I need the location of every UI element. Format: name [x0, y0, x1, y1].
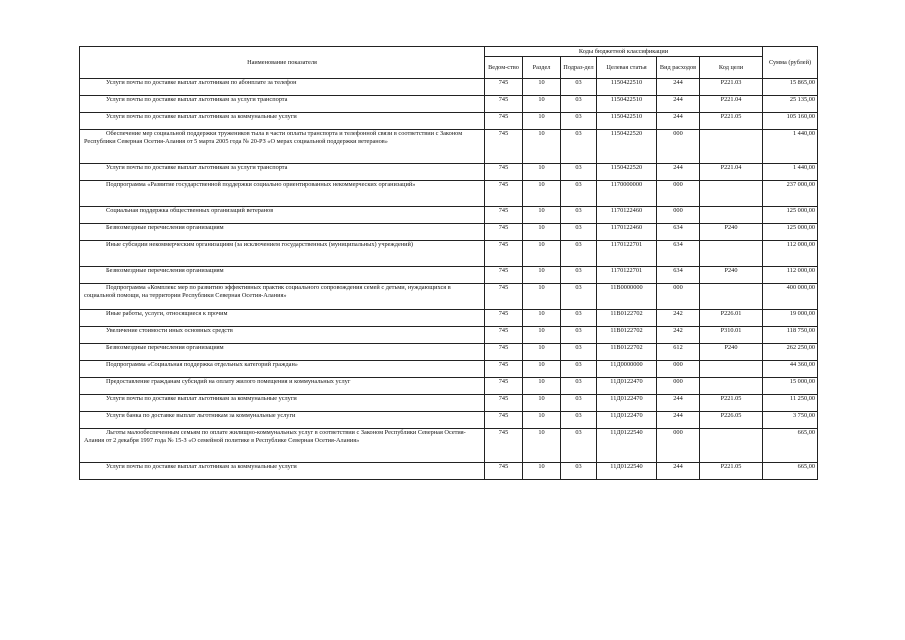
- row-purpose-code-cell: Р226.01: [700, 310, 763, 327]
- row-subsection-cell: 03: [561, 130, 597, 164]
- row-subsection-cell: 03: [561, 463, 597, 480]
- row-target-cell: 11В0122702: [597, 310, 657, 327]
- row-section-cell: 10: [523, 463, 561, 480]
- column-header-ministry: Ведом-ство: [485, 57, 523, 79]
- row-sum-cell: 44 360,00: [763, 361, 818, 378]
- row-purpose-code-cell: Р240: [700, 224, 763, 241]
- row-section-cell: 10: [523, 412, 561, 429]
- row-target-cell: 1170000000: [597, 181, 657, 207]
- column-header-name: Наименование показателя: [80, 47, 485, 79]
- row-expense-type-cell: 634: [657, 224, 700, 241]
- row-subsection-cell: 03: [561, 207, 597, 224]
- row-name-cell: Льготы малообеспеченным семьям по оплате жилищно-коммунальных услуг в соответствии с Законом Республики Северная Осетия-Алания от 2 декабря 1997 года № 15-З «О семейной политике в Республике Северная Осетия-Алания»: [80, 429, 485, 463]
- row-section-cell: 10: [523, 361, 561, 378]
- row-ministry-cell: 745: [485, 395, 523, 412]
- row-expense-type-cell: 000: [657, 361, 700, 378]
- row-expense-type-cell: 634: [657, 241, 700, 267]
- row-sum-cell: 11 250,00: [763, 395, 818, 412]
- row-section-cell: 10: [523, 241, 561, 267]
- row-expense-type-cell: 000: [657, 378, 700, 395]
- row-name-cell: Услуги почты по доставке выплат льготникам за коммунальные услуги: [80, 113, 485, 130]
- row-section-cell: 10: [523, 207, 561, 224]
- row-name-cell: Подпрограмма «Социальная поддержка отдельных категорий граждан»: [80, 361, 485, 378]
- row-section-cell: 10: [523, 130, 561, 164]
- row-purpose-code-cell: [700, 130, 763, 164]
- row-sum-cell: 3 750,00: [763, 412, 818, 429]
- row-section-cell: 10: [523, 113, 561, 130]
- row-name-cell: Подпрограмма «Комплекс мер по развитию эффективных практик социального сопровождения семей с детьми, нуждающихся в социальной помощи, на территории Республики Северная Осетия-Алания»: [80, 284, 485, 310]
- row-ministry-cell: 745: [485, 463, 523, 480]
- row-ministry-cell: 745: [485, 224, 523, 241]
- row-expense-type-cell: 242: [657, 310, 700, 327]
- row-expense-type-cell: 242: [657, 327, 700, 344]
- row-expense-type-cell: 612: [657, 344, 700, 361]
- row-subsection-cell: 03: [561, 181, 597, 207]
- table-row: [80, 267, 818, 284]
- row-sum-cell: 665,00: [763, 429, 818, 463]
- row-purpose-code-cell: [700, 241, 763, 267]
- row-section-cell: 10: [523, 96, 561, 113]
- row-name-cell: Услуги почты по доставке выплат льготникам по абонплате за телефон: [80, 79, 485, 96]
- row-name-cell: Увеличение стоимости иных основных средств: [80, 327, 485, 344]
- row-name-cell: Предоставление гражданам субсидий на оплату жилого помещения и коммунальных услуг: [80, 378, 485, 395]
- row-target-cell: 1150422510: [597, 79, 657, 96]
- row-purpose-code-cell: [700, 361, 763, 378]
- row-ministry-cell: 745: [485, 378, 523, 395]
- row-target-cell: 1150422510: [597, 113, 657, 130]
- row-sum-cell: 125 000,00: [763, 207, 818, 224]
- row-ministry-cell: 745: [485, 113, 523, 130]
- row-section-cell: 10: [523, 164, 561, 181]
- row-purpose-code-cell: Р221.05: [700, 463, 763, 480]
- row-sum-cell: 25 135,00: [763, 96, 818, 113]
- row-target-cell: 1170122460: [597, 207, 657, 224]
- row-name-cell: Безвозмездные перечисления организациям: [80, 224, 485, 241]
- row-subsection-cell: 03: [561, 284, 597, 310]
- row-sum-cell: 125 000,00: [763, 224, 818, 241]
- row-purpose-code-cell: Р221.05: [700, 395, 763, 412]
- row-ministry-cell: 745: [485, 130, 523, 164]
- row-ministry-cell: 745: [485, 310, 523, 327]
- row-ministry-cell: 745: [485, 361, 523, 378]
- row-target-cell: 1170122460: [597, 224, 657, 241]
- row-section-cell: 10: [523, 327, 561, 344]
- row-section-cell: 10: [523, 378, 561, 395]
- row-name-cell: Услуги банка по доставке выплат льготникам за коммунальные услуги: [80, 412, 485, 429]
- row-expense-type-cell: 000: [657, 181, 700, 207]
- table-row: [80, 113, 818, 130]
- row-target-cell: 11Д0000000: [597, 361, 657, 378]
- row-name-cell: Услуги почты по доставке выплат льготникам за коммунальные услуги: [80, 395, 485, 412]
- table-row: [80, 395, 818, 412]
- row-ministry-cell: 745: [485, 267, 523, 284]
- row-expense-type-cell: 244: [657, 113, 700, 130]
- table-row: [80, 241, 818, 267]
- row-name-cell: Услуги почты по доставке выплат льготникам за услуги транспорта: [80, 164, 485, 181]
- row-section-cell: 10: [523, 284, 561, 310]
- row-subsection-cell: 03: [561, 96, 597, 113]
- row-ministry-cell: 745: [485, 164, 523, 181]
- row-ministry-cell: 745: [485, 79, 523, 96]
- row-name-cell: Иные субсидии некоммерческим организациям (за исключением государственных (муниципальных) учреждений): [80, 241, 485, 267]
- row-name-cell: Услуги почты по доставке выплат льготникам за услуги транспорта: [80, 96, 485, 113]
- row-expense-type-cell: 244: [657, 96, 700, 113]
- row-section-cell: 10: [523, 344, 561, 361]
- table-row: [80, 361, 818, 378]
- row-name-cell: Безвозмездные перечисления организациям: [80, 267, 485, 284]
- row-target-cell: 11В0122702: [597, 327, 657, 344]
- table-row: [80, 207, 818, 224]
- row-expense-type-cell: 244: [657, 412, 700, 429]
- row-purpose-code-cell: [700, 378, 763, 395]
- row-target-cell: 1150422520: [597, 164, 657, 181]
- row-ministry-cell: 745: [485, 207, 523, 224]
- row-sum-cell: 105 160,00: [763, 113, 818, 130]
- row-purpose-code-cell: Р226.05: [700, 412, 763, 429]
- row-sum-cell: 15 000,00: [763, 378, 818, 395]
- row-sum-cell: 1 440,00: [763, 164, 818, 181]
- table-row: [80, 224, 818, 241]
- row-purpose-code-cell: [700, 284, 763, 310]
- row-sum-cell: 19 000,00: [763, 310, 818, 327]
- table-row: [80, 429, 818, 463]
- column-header-section: Раздел: [523, 57, 561, 79]
- row-sum-cell: 665,00: [763, 463, 818, 480]
- row-sum-cell: 400 000,00: [763, 284, 818, 310]
- row-expense-type-cell: 244: [657, 164, 700, 181]
- table-row: [80, 181, 818, 207]
- table-row: [80, 310, 818, 327]
- row-sum-cell: 262 250,00: [763, 344, 818, 361]
- column-header-subsection: Подраз-дел: [561, 57, 597, 79]
- row-purpose-code-cell: Р221.05: [700, 113, 763, 130]
- row-expense-type-cell: 634: [657, 267, 700, 284]
- table-row: [80, 284, 818, 310]
- row-target-cell: 1150422510: [597, 96, 657, 113]
- table-row: [80, 164, 818, 181]
- row-ministry-cell: 745: [485, 327, 523, 344]
- row-name-cell: Иные работы, услуги, относящиеся к прочим: [80, 310, 485, 327]
- row-target-cell: 11Д0122470: [597, 412, 657, 429]
- row-purpose-code-cell: Р310.01: [700, 327, 763, 344]
- row-sum-cell: 237 000,00: [763, 181, 818, 207]
- budget-table-body: [80, 79, 818, 480]
- row-sum-cell: 15 865,00: [763, 79, 818, 96]
- row-name-cell: Услуги почты по доставке выплат льготникам за коммунальные услуги: [80, 463, 485, 480]
- row-purpose-code-cell: Р221.03: [700, 79, 763, 96]
- row-sum-cell: 112 000,00: [763, 241, 818, 267]
- row-section-cell: 10: [523, 79, 561, 96]
- row-name-cell: Обеспечение мер социальной поддержки тружеников тыла в части оплаты транспорта и телефонной связи в соответствии с Законом Республики Северная Осетия-Алания от 5 марта 2005 года № 20-РЗ «О мерах социальной поддержки ветеранов»: [80, 130, 485, 164]
- row-name-cell: Социальная поддержка общественных организаций ветеранов: [80, 207, 485, 224]
- row-subsection-cell: 03: [561, 241, 597, 267]
- row-expense-type-cell: 000: [657, 207, 700, 224]
- row-purpose-code-cell: [700, 181, 763, 207]
- row-name-cell: Подпрограмма «Развитие государственной поддержки социально ориентированных некоммерческих организаций»: [80, 181, 485, 207]
- column-header-sum: Сумма (рублей): [763, 47, 818, 79]
- row-ministry-cell: 745: [485, 412, 523, 429]
- row-ministry-cell: 745: [485, 284, 523, 310]
- row-ministry-cell: 745: [485, 344, 523, 361]
- table-row: [80, 79, 818, 96]
- table-row: [80, 463, 818, 480]
- row-target-cell: 1170122701: [597, 241, 657, 267]
- row-subsection-cell: 03: [561, 378, 597, 395]
- row-sum-cell: 112 000,00: [763, 267, 818, 284]
- row-purpose-code-cell: Р240: [700, 267, 763, 284]
- row-section-cell: 10: [523, 267, 561, 284]
- row-subsection-cell: 03: [561, 361, 597, 378]
- row-subsection-cell: 03: [561, 412, 597, 429]
- row-ministry-cell: 745: [485, 241, 523, 267]
- table-row: [80, 327, 818, 344]
- table-row: [80, 412, 818, 429]
- codes-group-title: Коды бюджетной классификации: [578, 47, 669, 55]
- row-subsection-cell: 03: [561, 344, 597, 361]
- budget-table-sheet: [79, 46, 817, 480]
- row-purpose-code-cell: Р221.04: [700, 96, 763, 113]
- row-purpose-code-cell: Р240: [700, 344, 763, 361]
- row-target-cell: 11Д0122470: [597, 378, 657, 395]
- row-subsection-cell: 03: [561, 429, 597, 463]
- row-expense-type-cell: 000: [657, 284, 700, 310]
- row-subsection-cell: 03: [561, 113, 597, 130]
- budget-table: [79, 46, 818, 480]
- row-target-cell: 11В0122702: [597, 344, 657, 361]
- row-subsection-cell: 03: [561, 327, 597, 344]
- row-subsection-cell: 03: [561, 395, 597, 412]
- row-target-cell: 11Д0122470: [597, 395, 657, 412]
- row-purpose-code-cell: Р221.04: [700, 164, 763, 181]
- row-target-cell: 1170122701: [597, 267, 657, 284]
- row-sum-cell: 1 440,00: [763, 130, 818, 164]
- row-expense-type-cell: 000: [657, 429, 700, 463]
- row-section-cell: 10: [523, 395, 561, 412]
- table-row: [80, 344, 818, 361]
- row-expense-type-cell: 244: [657, 463, 700, 480]
- row-subsection-cell: 03: [561, 267, 597, 284]
- column-header-target: Целевая статья: [597, 57, 657, 79]
- row-target-cell: 11В0000000: [597, 284, 657, 310]
- column-header-purpose-code: Код цели: [700, 57, 763, 79]
- row-section-cell: 10: [523, 310, 561, 327]
- row-subsection-cell: 03: [561, 164, 597, 181]
- row-target-cell: 11Д0122540: [597, 463, 657, 480]
- table-row: [80, 378, 818, 395]
- row-subsection-cell: 03: [561, 310, 597, 327]
- row-sum-cell: 118 750,00: [763, 327, 818, 344]
- row-name-cell: Безвозмездные перечисления организациям: [80, 344, 485, 361]
- row-section-cell: 10: [523, 429, 561, 463]
- column-header-expense-type: Вид расходов: [657, 57, 700, 79]
- row-section-cell: 10: [523, 181, 561, 207]
- row-expense-type-cell: 000: [657, 130, 700, 164]
- row-purpose-code-cell: [700, 429, 763, 463]
- row-ministry-cell: 745: [485, 429, 523, 463]
- column-group-header-codes: [485, 47, 763, 57]
- row-subsection-cell: 03: [561, 224, 597, 241]
- row-expense-type-cell: 244: [657, 79, 700, 96]
- row-section-cell: 10: [523, 224, 561, 241]
- table-row: [80, 130, 818, 164]
- table-row: [80, 96, 818, 113]
- row-ministry-cell: 745: [485, 96, 523, 113]
- row-subsection-cell: 03: [561, 79, 597, 96]
- row-expense-type-cell: 244: [657, 395, 700, 412]
- row-purpose-code-cell: [700, 207, 763, 224]
- row-ministry-cell: 745: [485, 181, 523, 207]
- row-target-cell: 11Д0122540: [597, 429, 657, 463]
- row-target-cell: 1150422520: [597, 130, 657, 164]
